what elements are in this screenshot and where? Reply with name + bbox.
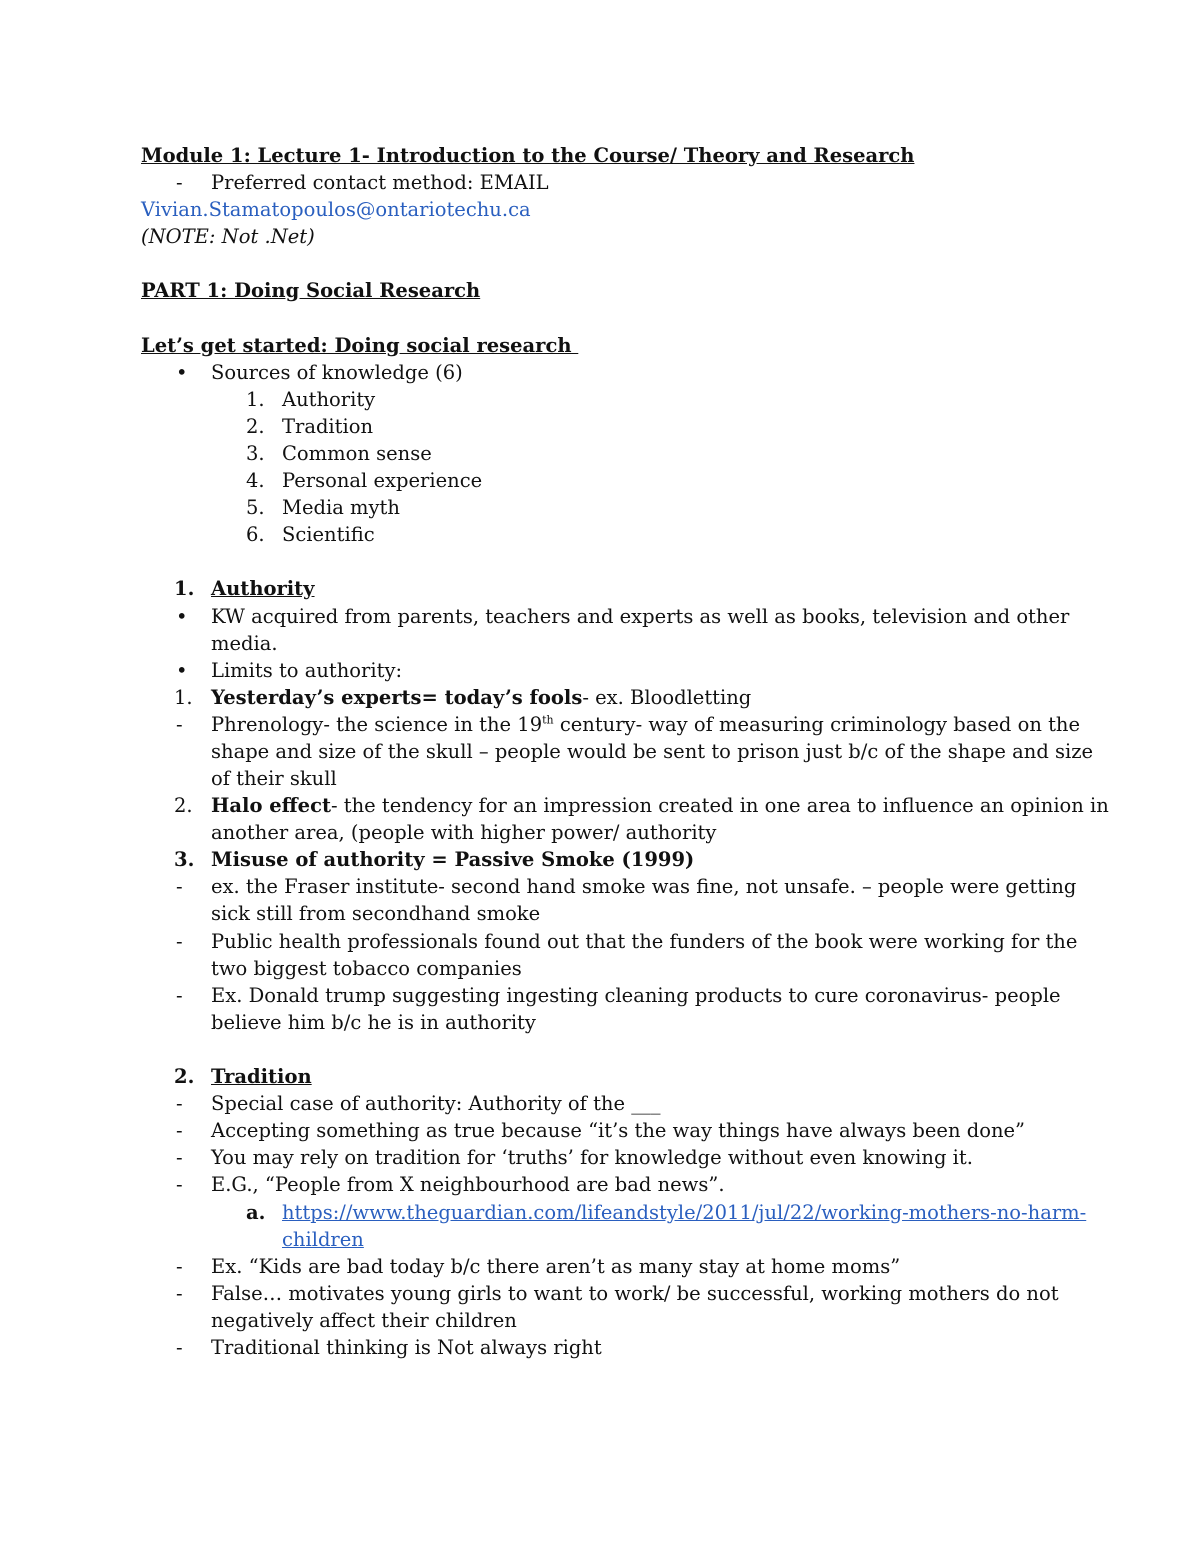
- email-link[interactable]: Vivian.Stamatopoulos@ontariotechu.ca: [141, 198, 531, 221]
- detail-line: Public health professionals found out that the funders of the book were working for the: [211, 930, 1078, 953]
- sub-list-marker: a.: [246, 1201, 266, 1224]
- section-number: 2.: [174, 1065, 195, 1088]
- tradition-item-line: negatively affect their children: [211, 1309, 517, 1332]
- page-title: Module 1: Lecture 1- Introduction to the Course/ Theory and Research: [141, 144, 915, 167]
- list-number: 5.: [246, 496, 265, 519]
- list-number: 1.: [246, 388, 265, 411]
- phrenology-line: [211, 711, 1080, 738]
- tradition-item: Special case of authority: Authority of the ___: [211, 1092, 661, 1115]
- superscript: th: [542, 713, 554, 727]
- section-heading: Let’s get started: Doing social research: [141, 334, 579, 357]
- detail-line: Ex. Donald trump suggesting ingesting cleaning products to cure coronavirus- people: [211, 984, 1061, 1007]
- detail-line: two biggest tobacco companies: [211, 957, 522, 980]
- tradition-item: Traditional thinking is Not always right: [211, 1336, 602, 1359]
- phrenology-line: shape and size of the skull – people would be sent to prison just b/c of the shape and size: [211, 740, 1094, 763]
- detail-line: sick still from secondhand smoke: [211, 902, 541, 925]
- list-item: Authority: [282, 388, 376, 411]
- list-item: Media myth: [282, 496, 400, 519]
- bullet-marker: •: [176, 361, 188, 384]
- dash-marker: -: [176, 875, 183, 898]
- list-number: 3.: [246, 442, 265, 465]
- list-number: 4.: [246, 469, 265, 492]
- detail-line: believe him b/c he is in authority: [211, 1011, 536, 1034]
- dash-marker: -: [176, 171, 183, 194]
- text-segment: Phrenology- the science in the 19: [211, 713, 543, 736]
- limit-item: [211, 792, 1109, 819]
- dash-marker: -: [176, 713, 183, 736]
- list-number: 6.: [246, 523, 265, 546]
- authority-heading: Authority: [211, 577, 315, 600]
- tradition-heading: Tradition: [211, 1065, 312, 1088]
- dash-marker: -: [176, 1146, 183, 1169]
- dash-marker: -: [176, 1119, 183, 1142]
- limit-term: Yesterday’s experts= today’s fools: [211, 686, 583, 709]
- list-number: 3.: [174, 848, 195, 871]
- limit-text: - the tendency for an impression created in one area to influence an opinion in: [330, 794, 1109, 817]
- limit-term: Halo effect: [211, 794, 331, 817]
- guardian-link[interactable]: https://www.theguardian.com/lifeandstyle/2011/jul/22/working-mothers-no-harm-: [282, 1201, 1087, 1224]
- contact-method: Preferred contact method: EMAIL: [211, 171, 549, 194]
- limit-item: [211, 684, 751, 711]
- detail-line: ex. the Fraser institute- second hand smoke was fine, not unsafe. – people were getting: [211, 875, 1077, 898]
- guardian-link-continued[interactable]: children: [282, 1228, 364, 1251]
- limit-item-line: another area, (people with higher power/ authority: [211, 821, 717, 844]
- tradition-item: Accepting something as true because “it’s the way things have always been done”: [211, 1119, 1026, 1142]
- bullet-marker: •: [176, 605, 188, 628]
- sources-bullet: Sources of knowledge (6): [211, 361, 463, 384]
- tradition-item: Ex. “Kids are bad today b/c there aren’t as many stay at home moms”: [211, 1255, 901, 1278]
- list-item: Personal experience: [282, 469, 483, 492]
- tradition-item: E.G., “People from X neighbourhood are bad news”.: [211, 1173, 725, 1196]
- authority-bullet-line: media.: [211, 632, 278, 655]
- part-heading: PART 1: Doing Social Research: [141, 279, 481, 302]
- email-note: (NOTE: Not .Net): [141, 225, 315, 248]
- dash-marker: -: [176, 984, 183, 1007]
- tradition-item: You may rely on tradition for ‘truths’ for knowledge without even knowing it.: [211, 1146, 973, 1169]
- list-number: 2.: [174, 794, 193, 817]
- dash-marker: -: [176, 930, 183, 953]
- dash-marker: -: [176, 1092, 183, 1115]
- list-number: 1.: [174, 686, 193, 709]
- list-item: Scientific: [282, 523, 375, 546]
- bullet-marker: •: [176, 659, 188, 682]
- authority-bullet-line: KW acquired from parents, teachers and experts as well as books, television and other: [211, 605, 1070, 628]
- dash-marker: -: [176, 1282, 183, 1305]
- phrenology-line: of their skull: [211, 767, 337, 790]
- text-segment: century- way of measuring criminology based on the: [553, 713, 1081, 736]
- limits-bullet: Limits to authority:: [211, 659, 403, 682]
- limit-text: - ex. Bloodletting: [582, 686, 752, 709]
- tradition-item: False… motivates young girls to want to work/ be successful, working mothers do not: [211, 1282, 1059, 1305]
- section-number: 1.: [174, 577, 195, 600]
- list-item: Common sense: [282, 442, 432, 465]
- limit-term: Misuse of authority = Passive Smoke (1999): [211, 848, 695, 871]
- dash-marker: -: [176, 1255, 183, 1278]
- list-item: Tradition: [282, 415, 374, 438]
- list-number: 2.: [246, 415, 265, 438]
- dash-marker: -: [176, 1173, 183, 1196]
- dash-marker: -: [176, 1336, 183, 1359]
